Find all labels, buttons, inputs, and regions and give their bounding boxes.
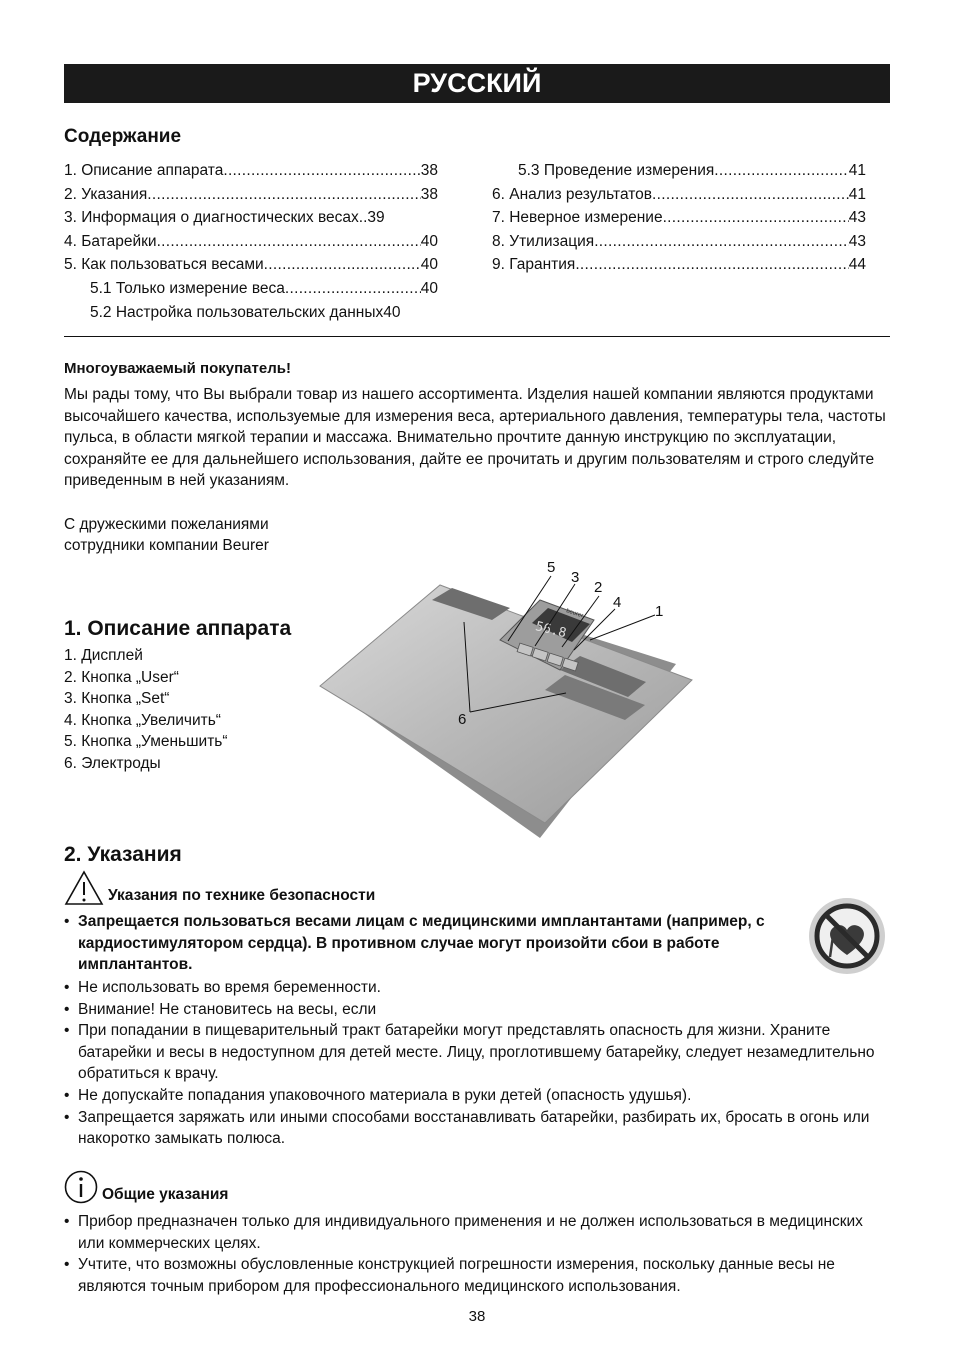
toc-entry[interactable]: 3. Информация о диагностических весах.. 39 — [64, 209, 385, 227]
callout-5: 5 — [547, 559, 556, 576]
signature-line-1: С дружескими пожеланиями — [64, 516, 269, 533]
toc-entry[interactable]: 5. Как пользоваться весами ..... 40 — [64, 253, 438, 277]
list-item: 4. Кнопка „Увеличить“ — [64, 711, 221, 729]
safety-heading: Указания по технике безопасности — [108, 887, 376, 904]
list-item: 2. Кнопка „User“ — [64, 668, 179, 686]
list-item: • Прибор предназначен только для индивидуального применения и не должен использоваться в медицинских или коммерческих целях. — [64, 1213, 863, 1252]
general-list — [64, 1211, 890, 1297]
callout-6: 6 — [458, 711, 467, 728]
toc-left — [64, 159, 438, 324]
language-banner: РУССКИЙ — [64, 64, 890, 103]
list-item: • Не использовать во время беременности. — [64, 979, 381, 996]
toc-entry[interactable]: 8. Утилизация ..... 43 — [492, 230, 866, 254]
list-item: 1. Дисплей — [64, 647, 143, 664]
signature-line-2: сотрудники компании Beurer — [64, 537, 269, 554]
toc-heading: Содержание — [64, 126, 182, 147]
callout-2: 2 — [594, 579, 603, 596]
greeting-body: Мы рады тому, что Вы выбрали товар из нашего ассортимента. Изделия нашей компании являются продуктами высочайшего качества, используемые для измерения веса, артериального давления, температуры тела, частоты пульса, в области мягкой терапии и массажа. Внимательно прочтите данную инструкцию по эксплуатации, сохраняйте ее для дальнейшего использования, дайте ее прочитать и другим пользователям и строго следуйте приведенным в ней указаниям. — [64, 386, 886, 490]
callout-3: 3 — [571, 569, 580, 586]
toc-entry[interactable]: 5.1 Только измерение веса ..... 40 — [64, 277, 438, 301]
toc-entry[interactable]: 4. Батарейки ..... 40 — [64, 230, 438, 254]
list-item: • Не допускайте попадания упаковочного материала в руки детей (опасность удушья). — [64, 1086, 692, 1104]
toc-entry[interactable]: 9. Гарантия ..... 44 — [492, 253, 866, 277]
toc-entry[interactable]: 7. Неверное измерение ..... 43 — [492, 206, 866, 230]
callout-4: 4 — [613, 594, 622, 611]
page-number: 38 — [468, 1308, 486, 1325]
notes-heading: 2. Указания — [64, 843, 182, 866]
scale-illustration — [300, 555, 700, 855]
warning-triangle-icon — [64, 870, 104, 906]
list-item: 3. Кнопка „Set“ — [64, 690, 170, 708]
toc-entry[interactable]: 1. Описание аппарата ..... 38 — [64, 159, 438, 183]
toc-right — [492, 159, 866, 277]
greeting-heading: Многоуважаемый покупатель! — [64, 360, 291, 377]
device-heading: 1. Описание аппарата — [64, 617, 292, 640]
list-item: • Учтите, что возможны обусловленные конструкцией погрешности измерения, поскольку данные весы не являются точным прибором для профессионального медицинского использования. — [64, 1256, 835, 1295]
list-item: • При попадании в пищеварительный тракт батарейки могут представлять опасность для жизни. Храните батарейки и весы в недоступном для детей месте. Лицу, проглотившему батарейку, следует незамедлительно обратиться к врачу. — [64, 1022, 875, 1083]
list-item: • Внимание! Не становитесь на весы, если — [64, 1000, 377, 1018]
safety-list — [64, 977, 890, 1150]
general-heading: Общие указания — [102, 1186, 229, 1203]
callout-1: 1 — [655, 603, 664, 620]
section-divider — [64, 336, 890, 337]
brand-logo: beurer — [565, 608, 584, 620]
device-parts-list — [64, 645, 228, 775]
no-pacemaker-icon — [808, 897, 886, 975]
list-item: 5. Кнопка „Уменьшить“ — [64, 733, 228, 751]
toc-entry[interactable]: 5.2 Настройка пользовательских данных 40 — [90, 303, 401, 321]
toc-entry[interactable]: 6. Анализ результатов ..... 41 — [492, 183, 866, 207]
list-item: 6. Электроды — [64, 754, 161, 772]
list-item: • Запрещается заряжать или иными способами восстанавливать батарейки, разбирать их, бросать в огонь или накоротко замыкать полюса. — [64, 1108, 870, 1148]
toc-entry[interactable]: 2. Указания ..... 38 — [64, 183, 438, 207]
toc-entry[interactable]: 5.3 Проведение измерения ..... 41 — [492, 159, 866, 183]
display-reading: 56.8 — [533, 619, 568, 642]
safety-bold-item: • Запрещается пользоваться весами лицам с медицинскими имплантантами (например, с кардиостимулятором сердца). В противном случае могут произойти сбои в работе имплантантов. — [64, 913, 765, 974]
info-icon — [64, 1170, 98, 1204]
